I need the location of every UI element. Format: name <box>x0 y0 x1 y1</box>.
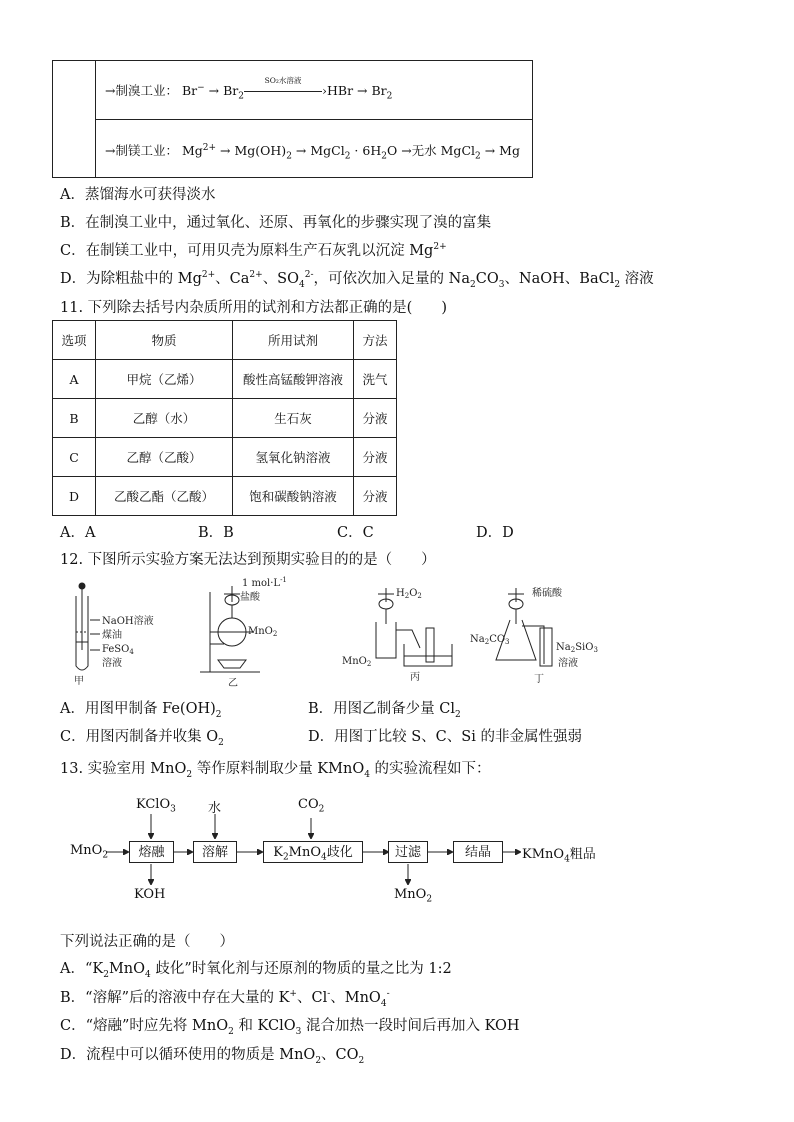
flow-input-kclo3: KClO$_3$ <box>136 797 176 815</box>
apparatus-jia <box>76 583 100 670</box>
label-ding: 丁 <box>534 674 544 685</box>
label-na2co3: $Na_2CO_3$ <box>470 634 510 646</box>
q12-option-a: A．用图甲制备 $Fe(OH)_2$ <box>60 701 222 720</box>
table-cell: 生石灰 <box>233 399 354 438</box>
label-bing: 丙 <box>410 672 420 683</box>
label-jia: 甲 <box>74 676 84 687</box>
table-cell: B <box>53 399 96 438</box>
table-cell: 乙醇（水） <box>96 399 233 438</box>
label-hcl: 盐酸 <box>240 592 260 603</box>
seawater-table <box>52 60 533 178</box>
table-header-row <box>53 321 397 360</box>
q13-question: 下列说法正确的是（ ） <box>60 934 234 950</box>
label-solution: 溶液 <box>102 658 122 669</box>
header-cell: 选项 <box>53 321 96 360</box>
flow-input-co2: $CO_2$ <box>298 797 325 815</box>
table-cell: 酸性高锰酸钾溶液 <box>233 360 354 399</box>
label-yi: 乙 <box>228 678 238 688</box>
apparatus-ding <box>496 588 552 666</box>
table-row <box>53 438 397 477</box>
flow-box-melt: 熔融 <box>129 841 174 863</box>
q10-option-b: B．在制溴工业中，通过氧化、还原、再氧化的步骤实现了溴的富集 <box>60 215 492 231</box>
label-naoh: NaOH溶液 <box>102 616 154 627</box>
q11-option-d: D．D <box>476 525 514 541</box>
table-cell: 乙酸乙酯（乙酸） <box>96 477 233 516</box>
flow-input-water: 水 <box>208 801 222 816</box>
label-kerosene: 煤油 <box>102 630 122 641</box>
table-cell: 乙醇（乙酸） <box>96 438 233 477</box>
table-cell: 分液 <box>354 477 397 516</box>
q11-table <box>52 320 397 516</box>
table-cell: 分液 <box>354 438 397 477</box>
label-h2o2: $H_2O_2$ <box>396 588 422 600</box>
label-conc: 1 $mol\cdot L^{-1}$ <box>242 576 287 589</box>
table-cell: 分液 <box>354 399 397 438</box>
q12-option-d: D．用图丁比较 S、C、Si 的非金属性强弱 <box>308 729 582 745</box>
table-cell: 甲烷（乙烯） <box>96 360 233 399</box>
header-cell: 方法 <box>354 321 397 360</box>
flow-box-disproportionation: $K_2MnO_4$歧化 <box>263 841 363 863</box>
q12-option-c: C．用图丙制备并收集 $O_2$ <box>60 729 224 748</box>
table-row <box>53 399 397 438</box>
table-cell: C <box>53 438 96 477</box>
q12-option-b: B．用图乙制备少量 $Cl_2$ <box>308 701 461 720</box>
q11-option-c: C．C <box>337 525 374 541</box>
q10-option-a: A．蒸馏海水可获得淡水 <box>60 187 216 203</box>
flow-box-crystallize: 结晶 <box>453 841 503 863</box>
table-row <box>53 360 397 399</box>
table-row <box>53 477 397 516</box>
q13-option-c: C．“熔融”时应先将 MnO$_2$ 和 KClO$_3$ 混合加热一段时间后再加入 KOH <box>60 1018 520 1037</box>
flow-box-filter: 过滤 <box>388 841 428 863</box>
flow-start-mno2: MnO$_2$ <box>70 843 109 861</box>
table-left-column <box>53 61 96 177</box>
q11-stem: 11. 下列除去括号内杂质所用的试剂和方法都正确的是( ) <box>60 300 447 316</box>
table-cell: 氢氧化钠溶液 <box>233 438 354 477</box>
q13-option-b: B．“溶解”后的溶液中存在大量的 K+、Cl-、MnO$_4$- <box>60 989 390 1009</box>
label-mno2-bing: MnO$_2$ <box>342 656 372 668</box>
q10-option-d: D．为除粗盐中的 $Mg^{2+}$、$Ca^{2+}$、$SO_4^{2-}$，可依次加入足量的 $Na_2CO_3$、NaOH、BaCl$_2$ 溶液 <box>60 270 654 290</box>
q13-option-a: A．“$K_2MnO_4$ 歧化”时氧化剂与还原剂的物质的量之比为 1:2 <box>60 961 452 980</box>
bromine-industry-row: →制溴工业： $Br^- \to Br_2$ SO₂水溶液 ›HBr → $Br_2$ <box>105 76 393 102</box>
q13-option-d: D．流程中可以循环使用的物质是 MnO$_2$、$CO_2$ <box>60 1047 365 1066</box>
table-cell: 饱和碳酸钠溶液 <box>233 477 354 516</box>
q11-option-b: B．B <box>198 525 234 541</box>
q13-stem: 13. 实验室用 MnO$_2$ 等作原料制取少量 KMnO$_4$ 的实验流程如下： <box>60 761 491 780</box>
so2-arrow: SO₂水溶液 <box>244 83 322 98</box>
table-cell: 洗气 <box>354 360 397 399</box>
q10-option-c: C．在制镁工业中，可用贝壳为原料生产石灰乳以沉淀 $Mg^{2+}$ <box>60 242 447 259</box>
label-na2sio3: $Na_2SiO_3$ <box>556 642 598 654</box>
magnesium-industry-row: →制镁工业： $Mg^{2+} \to Mg(OH)_2$ → MgCl$_2$ · $6H_2O$ →无水 MgCl$_2$ → Mg <box>105 142 520 162</box>
apparatus-bing <box>376 588 452 666</box>
flow-output-mno2: MnO$_2$ <box>394 887 433 905</box>
flow-output-koh: KOH <box>134 887 166 902</box>
flow-end-kmno4: KMnO$_4$粗品 <box>522 847 596 865</box>
header-cell: 物质 <box>96 321 233 360</box>
label-solution-ding: 溶液 <box>558 658 578 669</box>
table-cell: A <box>53 360 96 399</box>
label-mno2-yi: MnO$_2$ <box>248 626 278 638</box>
q11-option-a: A．A <box>60 525 96 541</box>
table-divider <box>95 119 532 120</box>
q12-stem: 12. 下图所示实验方案无法达到预期实验目的的是（ ） <box>60 552 436 568</box>
table-cell: D <box>53 477 96 516</box>
flow-box-dissolve: 溶解 <box>193 841 237 863</box>
label-feso4: FeSO$_4$ <box>102 644 134 656</box>
label-h2so4: 稀硫酸 <box>532 588 562 599</box>
header-cell: 所用试剂 <box>233 321 354 360</box>
q12-apparatus-figure <box>60 572 620 688</box>
